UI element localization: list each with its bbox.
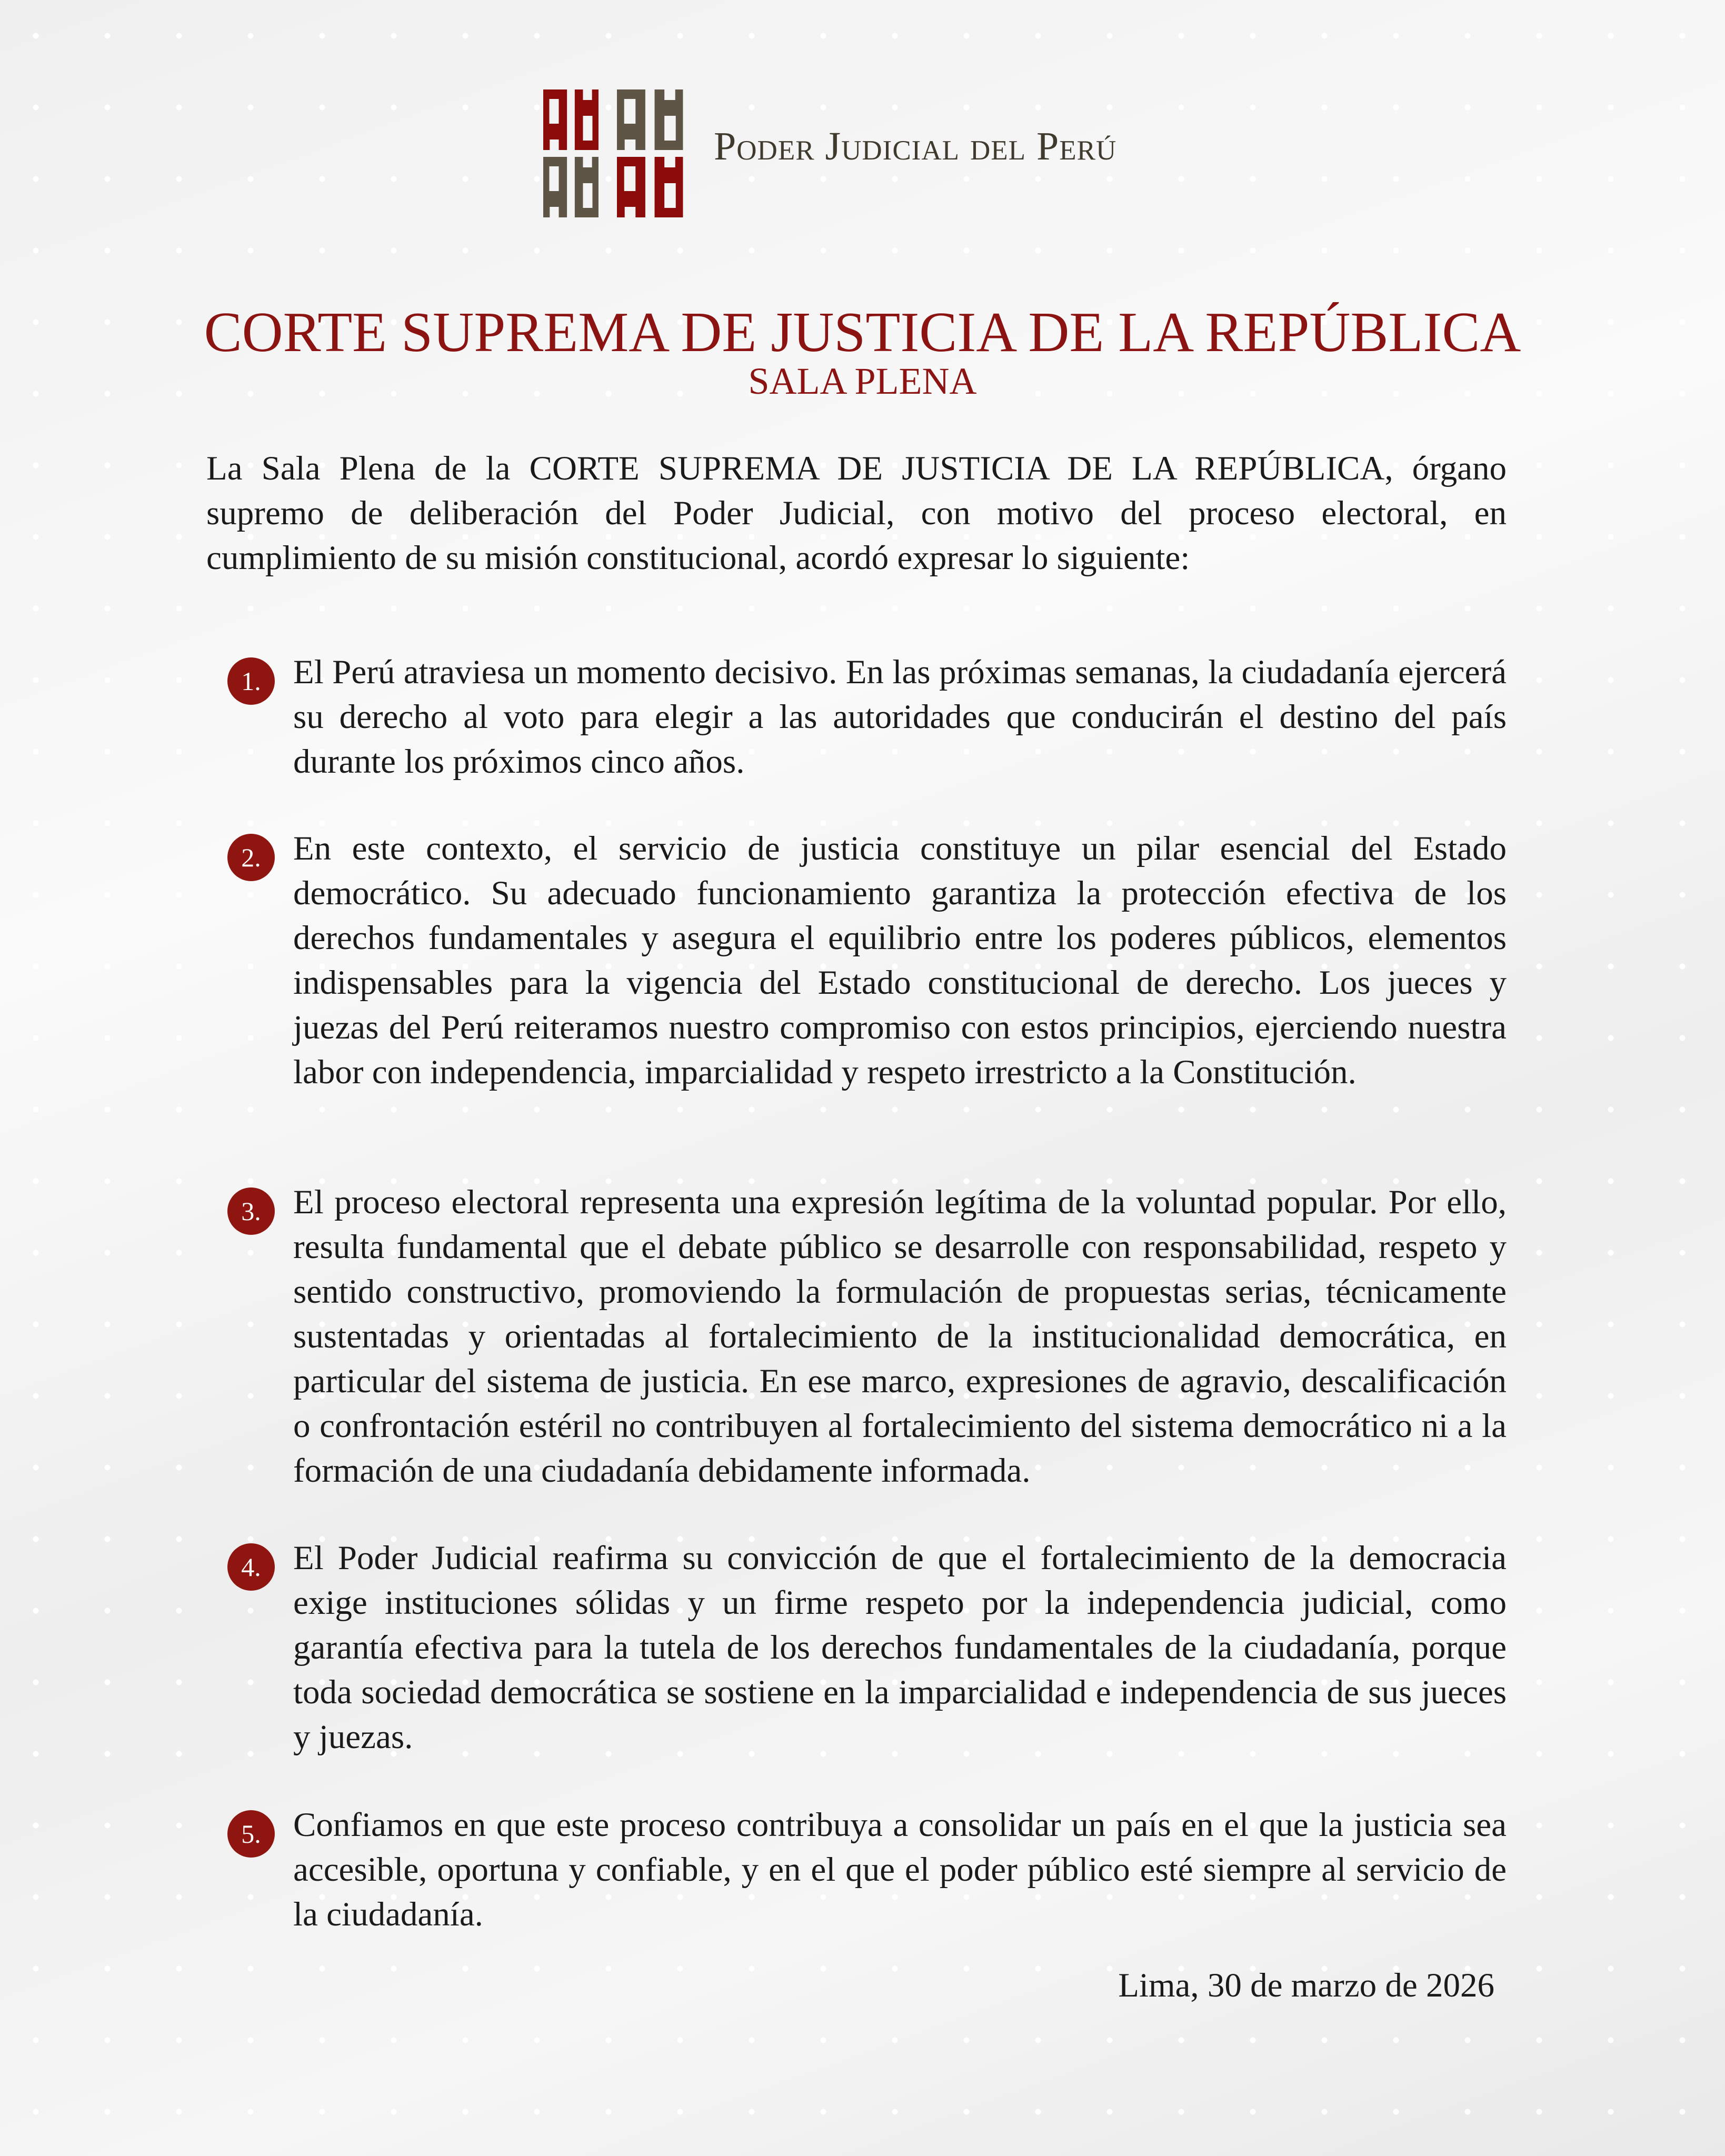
list-item [206,1536,1507,1760]
document-title: CORTE SUPREMA DE JUSTICIA DE LA REPÚBLICA [204,301,1521,364]
poder-judicial-logo [543,89,684,217]
item-number-badge: 5. [227,1810,275,1858]
item-number-badge: 4. [227,1543,275,1591]
list-item [206,1180,1507,1493]
intro-paragraph: La Sala Plena de la CORTE SUPREMA DE JUSTICIA DE LA REPÚBLICA, órgano supremo de deliberación del Poder Judicial, con motivo del proceso electoral, en cumplimiento de su misión constitucional, acordó expresar lo siguiente: [206,450,1507,577]
item-number-badge: 3. [227,1187,275,1235]
document-subtitle: SALA PLENA [748,360,977,402]
date-line: Lima, 30 de marzo de 2026 [1118,1967,1494,2004]
item-text: El Poder Judicial reafirma su convicción de que el fortalecimiento de la democracia exige instituciones sólidas y un firme respeto por la independencia judicial, como garantía efectiva para la tutela de los derechos fundamentales de la ciudadanía, porque toda sociedad democrática se sostiene en la imparcialidad e independencia de sus jueces y juezas. [293,1539,1507,1756]
item-number-badge: 2. [227,834,275,881]
item-text: Confiamos en que este proceso contribuya a consolidar un país en el que la justicia sea accesible, oportuna y confiable, y en el que el poder público esté siempre al servicio de la ciudadanía. [293,1806,1507,1933]
list-item [206,650,1507,784]
item-number-badge: 1. [227,657,275,705]
list-item [206,826,1507,1095]
item-text: El proceso electoral representa una expresión legítima de la voluntad popular. Por ello, resulta fundamental que el debate público se desarrolle con responsabilidad, respeto y sentido constructivo, promoviendo la formulación de propuestas serias, técnicamente sustentadas y orientadas al fortalecimiento de la institucionalidad democrática, en particular del sistema de justicia. En ese marco, expresiones de agravio, descalificación o confrontación estéril no contribuyen al fortalecimiento del sistema democrático ni a la formación de una ciudadanía debidamente informada. [293,1183,1507,1490]
item-text: El Perú atraviesa un momento decisivo. En las próximas semanas, la ciudadanía ejercerá su derecho al voto para elegir a las autoridades que conducirán el destino del país durante los próximos cinco años. [293,653,1507,781]
item-text: En este contexto, el servicio de justicia constituye un pilar esencial del Estado democrático. Su adecuado funcionamiento garantiza la protección efectiva de los derechos fundamentales y asegura el equilibrio entre los poderes públicos, elementos indispensables para la vigencia del Estado constitucional de derecho. Los jueces y juezas del Perú reiteramos nuestro compromiso con estos principios, ejerciendo nuestra labor con independencia, imparcialidad y respeto irrestricto a la Constitución. [293,830,1507,1091]
brand-name: Poder Judicial del Perú [714,124,1117,168]
list-item [206,1803,1507,1937]
